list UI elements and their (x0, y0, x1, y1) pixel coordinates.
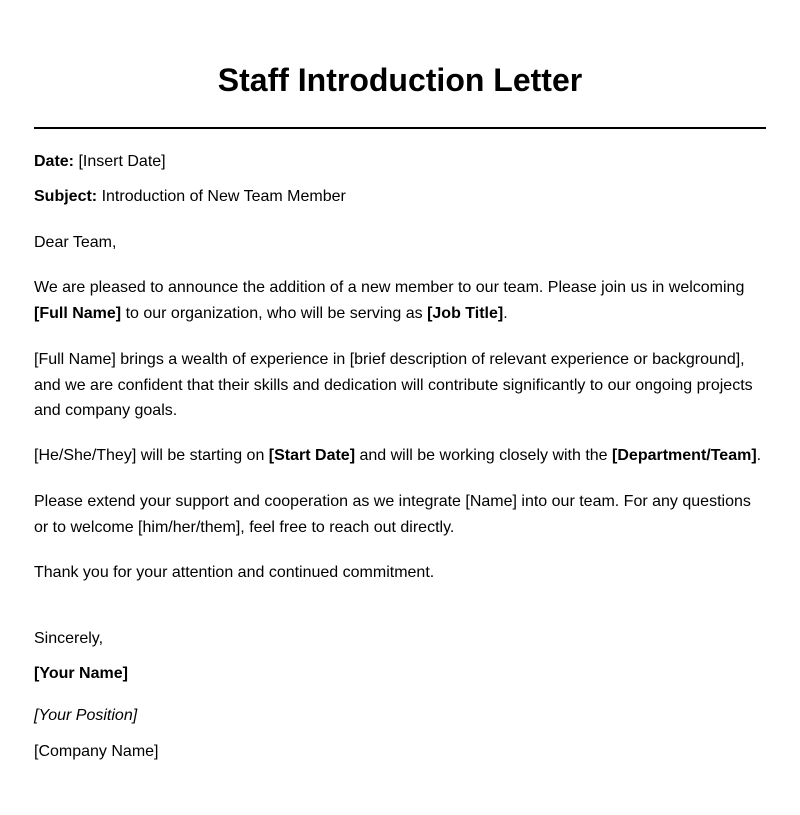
subject-label: Subject: (34, 188, 98, 205)
paragraph-experience-line-2: and we are confident that their skills and dedication will contribute significantly to our ongoing projects (34, 376, 753, 394)
paragraph-support-line-1: Please extend your support and cooperation as we integrate [Name] into our team. For any questions (34, 493, 751, 510)
signature-position: [Your Position] (34, 707, 138, 724)
signature-company: [Company Name] (34, 743, 159, 760)
paragraph-announcement (34, 275, 774, 326)
subject-value: Introduction of New Team Member (101, 188, 346, 205)
page-title: Staff Introduction Letter (217, 62, 583, 98)
date-line (34, 151, 774, 173)
your-name-placeholder: [Your Name] (34, 665, 128, 682)
start-date-placeholder: [Start Date] (268, 447, 356, 464)
signature-name (34, 663, 774, 685)
greeting: Dear Team, (34, 234, 117, 251)
date-label: Date: (34, 153, 75, 170)
job-title-placeholder: [Job Title] (427, 304, 504, 322)
paragraph-start-date (34, 445, 774, 467)
closing: Sincerely, (34, 630, 104, 647)
date-value: [Insert Date] (78, 153, 166, 170)
working-with-text: and will be working closely with the (355, 447, 613, 464)
paragraph-experience (34, 347, 774, 424)
organization-text: to our organization, who will be serving as (121, 304, 428, 322)
sentence-end: . (756, 447, 762, 464)
paragraph-support (34, 489, 774, 540)
title-divider (34, 127, 766, 129)
paragraph-experience-line-1: [Full Name] brings a wealth of experience in [brief description of relevant experience or background], (34, 351, 745, 368)
paragraph-announcement-line-2 (34, 301, 774, 327)
pronoun-text: [He/She/They] will be starting on (34, 447, 269, 464)
full-name-placeholder: [Full Name] (34, 304, 122, 322)
paragraph-support-line-2: or to welcome [him/her/them], feel free to reach out directly. (34, 518, 455, 536)
paragraph-announcement-line-1: We are pleased to announce the addition of a new member to our team. Please join us in welcoming (34, 279, 745, 296)
subject-line (34, 186, 774, 208)
paragraph-experience-line-3: and company goals. (34, 402, 178, 419)
sentence-end: . (503, 304, 508, 322)
department-placeholder: [Department/Team] (612, 447, 757, 464)
paragraph-thanks: Thank you for your attention and continued commitment. (34, 564, 435, 581)
